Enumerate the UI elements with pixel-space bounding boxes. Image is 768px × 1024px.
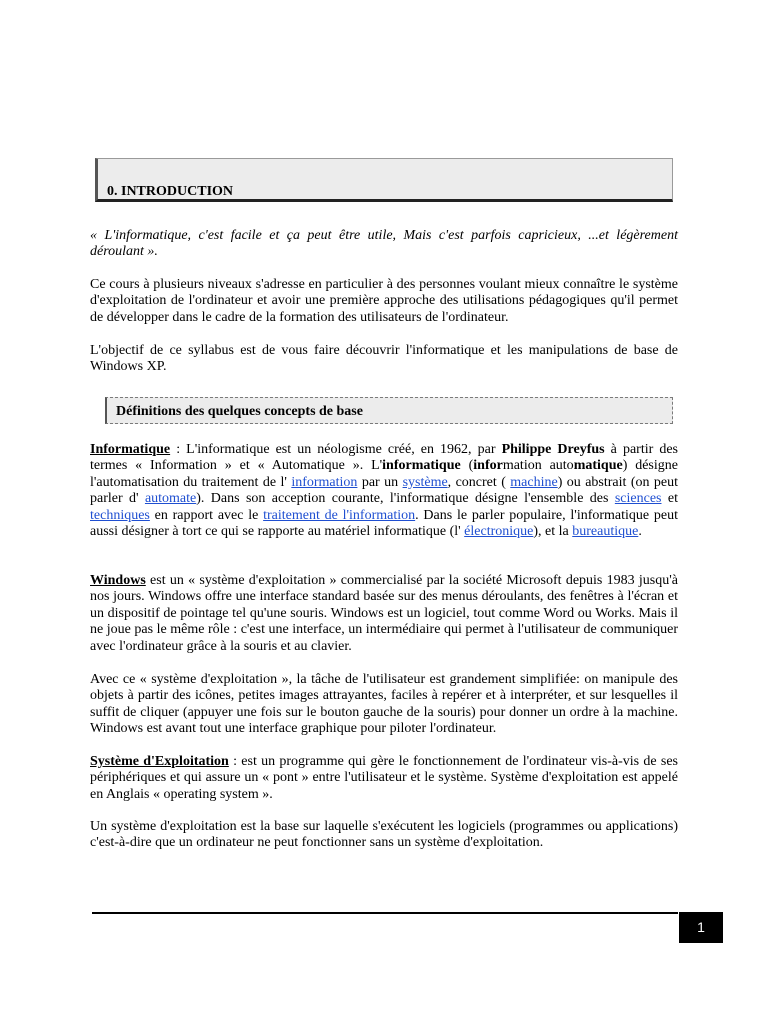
text-segment: : L'informatique est un néologisme créé, en 1962, par [170,442,502,457]
term-informatique: Informatique [90,442,171,457]
text-segment: ). Dans son acception courante, l'informatique désigne l'ensemble des [196,491,615,507]
definition-informatique [90,442,678,540]
link-electronique[interactable]: électronique [464,524,534,540]
text-segment: ), et la [533,524,573,540]
person-name: Philippe Dreyfus [501,442,605,457]
bold-matique: matique [573,458,623,474]
text-segment: , concret ( [447,474,511,490]
link-information[interactable]: information [291,474,358,490]
text-segment: en rapport avec le [149,507,264,523]
link-sciences[interactable]: sciences [614,491,662,507]
text-segment: . [638,524,642,540]
link-automate[interactable]: automate [144,491,197,507]
link-systeme[interactable]: système [402,474,448,490]
link-machine[interactable]: machine [510,474,558,490]
windows-paragraph-2: Avec ce « système d'exploitation », la tâche de l'utilisateur est grandement simplifiée: on manipule des objets à partir des icônes, petites images attrayantes, faciles à repérer et à interpréter, et sur lesquelles il suffit de cliquer (appuyer une fois sur le bouton gauche de la souris) pour donner un ordre à la machine. Windows est avant tout une interface graphique pour piloter l'ordinateur. [90,672,678,737]
text-segment: mation auto [502,458,574,474]
term-systeme-exploitation: Système d'Exploitation [90,754,229,769]
text-segment: et [661,491,678,507]
objective-paragraph: L'objectif de ce syllabus est de vous faire découvrir l'informatique et les manipulations de base de Windows XP. [90,343,678,375]
text-segment: . Dans le parler populaire, l'informatique peut aussi désigner à tort ce qui se rapporte au matériel informatique (l' [90,507,678,540]
footer-rule [92,912,678,914]
term-windows: Windows [90,573,146,588]
bold-infor: infor [473,458,503,474]
text-segment: est un « système d'exploitation » commercialisé par la société Microsoft depuis 1983 jusqu'à nos jours. Windows offre une interface standard basée sur des menus déroulants, des fenêtres à l'écran et un dispositif de pointage tel qu'une souris. Windows est un logiciel, tout comme Word ou Works. Mais il ne joue pas le même rôle : c'est une interface, un intermédiaire qui permet à l'utilisateur de communiquer avec l'ordinateur grâce à la souris et au clavier. [90,573,678,654]
definition-windows [90,573,678,655]
text-segment: à partir des termes « Information » et « Automatique ». L' [90,442,679,474]
bold-informatique: informatique [382,458,461,474]
intro-quote: « L'informatique, c'est facile et ça peut être utile, Mais c'est parfois capricieux, ...et légèrement déroulant ». [90,228,678,260]
link-bureautique[interactable]: bureautique [572,524,639,540]
text-segment: ( [460,458,474,474]
link-traitement-information[interactable]: traitement de l'information [263,507,416,523]
intro-paragraph: Ce cours à plusieurs niveaux s'adresse en particulier à des personnes voulant mieux connaître le système d'exploitation de l'ordinateur et avoir une première approche des utilisations pédagogiques qu'il permet de développer dans le cadre de la formation des utilisateurs de l'ordinateur. [90,277,678,325]
text-segment: ) désigne l'automatisation du traitement de l' [90,458,678,490]
text-segment: : est un programme qui gère le fonctionnement de l'ordinateur vis-à-vis de ses périphériques et qui assure un « pont » entre l'utilisateur et le système. Système d'exploitation est appelé en Anglais « operating system ». [90,754,678,802]
link-techniques[interactable]: techniques [90,507,150,523]
text-segment: ) ou abstrait (on peut parler d' [90,474,679,507]
definition-systeme-exploitation [90,754,678,803]
text-segment: par un [357,474,403,490]
section-heading-box [95,158,673,202]
subsection-heading-box [105,397,673,424]
section-heading: 0. INTRODUCTION [107,184,234,199]
subsection-heading: Définitions des quelques concepts de base [116,404,363,419]
systeme-paragraph-2: Un système d'exploitation est la base sur laquelle s'exécutent les logiciels (programmes ou applications) c'est-à-dire que un ordinateur ne peut fonctionner sans un système d'exploitation. [90,819,678,851]
page-number: 1 [679,912,723,943]
